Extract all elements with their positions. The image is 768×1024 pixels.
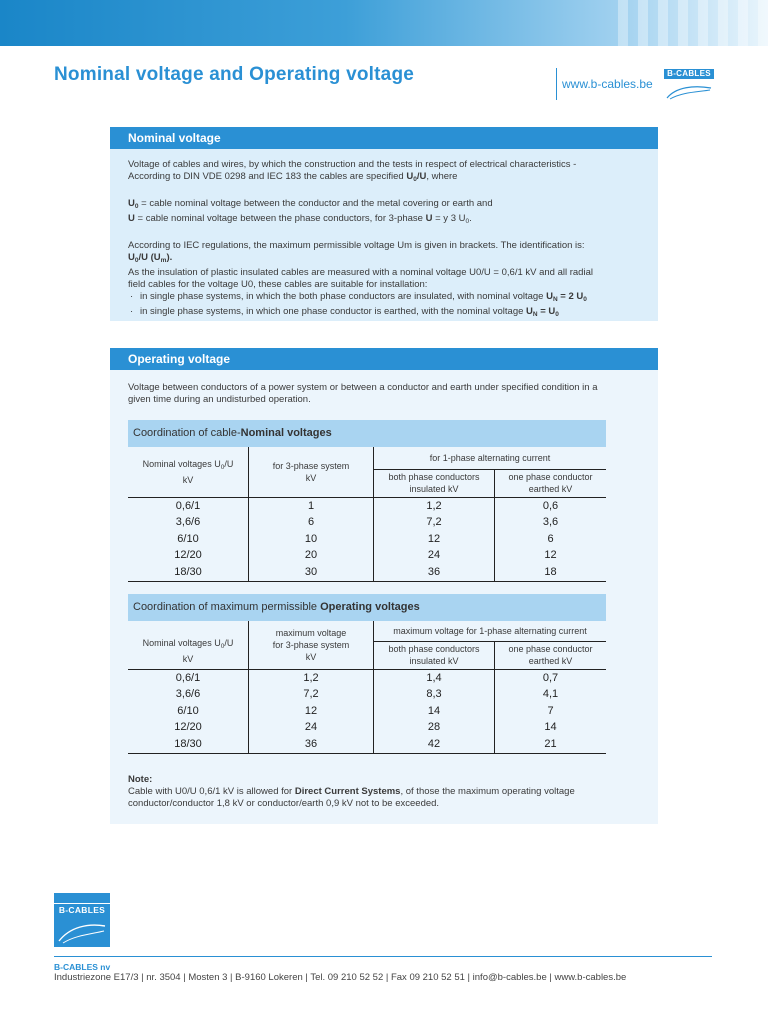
- table-row: [128, 686, 606, 703]
- nominal-intro-line2: [128, 171, 644, 186]
- sym-u: U: [526, 306, 533, 317]
- bullet-eq: = 2 U: [557, 291, 584, 302]
- table-cell: 6/10: [177, 532, 199, 545]
- table-cell: 7,2: [249, 686, 374, 703]
- table2-col4-header: [495, 641, 607, 669]
- table-row: [128, 736, 606, 754]
- operating-intro-line2: given time during an undisturbed operation.: [128, 394, 311, 405]
- header-unit: kV: [182, 654, 194, 665]
- note-bold-text: Direct Current Systems: [294, 786, 401, 797]
- table-cell: 6: [495, 531, 607, 548]
- nominal-voltage-heading: Nominal voltage: [110, 127, 658, 149]
- table1-body: [128, 497, 606, 582]
- table2-title: [128, 594, 606, 621]
- table1-col2-header: [249, 447, 374, 497]
- table-row: [128, 531, 606, 548]
- sub-n: N: [532, 311, 538, 318]
- banner-fade: [608, 0, 768, 46]
- sub-0: 0: [220, 463, 225, 471]
- table-cell: 0,6: [495, 497, 607, 514]
- table-cell: 7,2: [374, 514, 495, 531]
- sym-u: U: [425, 213, 433, 224]
- table1-col4-header: [495, 469, 607, 497]
- header-unit: kV: [182, 474, 194, 485]
- iec-identification: [128, 252, 644, 267]
- table-cell: 3,6/6: [175, 516, 201, 528]
- sub-0: 0: [134, 203, 139, 210]
- table-cell: 3,6: [495, 514, 607, 531]
- table-cell: 30: [249, 564, 374, 582]
- sym-slash-u: /U: [416, 171, 427, 182]
- table2-col1-header: [128, 621, 249, 669]
- table-cell: 3,6/6: [175, 688, 201, 700]
- list-item: [128, 291, 644, 306]
- table1-group-header: for 1-phase alternating current: [374, 447, 607, 469]
- table2-col3-header: [374, 641, 495, 669]
- sub-n: N: [552, 296, 558, 303]
- note-label: [128, 774, 644, 786]
- header-text: /U: [224, 458, 234, 469]
- header-website-link[interactable]: www.b-cables.be: [562, 77, 653, 91]
- spacer: [128, 228, 644, 240]
- table1-title-plain: Coordination of cable-: [133, 427, 241, 439]
- definition-u: [128, 213, 644, 228]
- sub-0: 0: [555, 311, 559, 318]
- operating-voltages-table: [128, 621, 606, 754]
- nominal-intro-line1: Voltage of cables and wires, by which the construction and the tests in respect of electrical characteristics -: [128, 159, 577, 170]
- table-cell: 12: [374, 531, 495, 548]
- nominal-intro-end: , where: [426, 171, 458, 182]
- bullet-text: in single phase systems, in which one phase conductor is earthed, with the nominal voltage: [140, 306, 527, 317]
- footer-divider: [54, 956, 712, 957]
- list-item: [128, 306, 644, 321]
- table-cell: 12/20: [174, 721, 202, 733]
- table-cell: 24: [374, 547, 495, 564]
- header-text: Nominal voltages U: [142, 638, 221, 649]
- sym-u: U: [406, 171, 414, 182]
- header-logo: [664, 69, 714, 101]
- table-cell: 8,3: [374, 686, 495, 703]
- table-cell: 20: [249, 547, 374, 564]
- note-label-text: Note:: [128, 774, 153, 785]
- table1-title: [128, 420, 606, 447]
- page-title: Nominal voltage and Operating voltage: [54, 64, 415, 85]
- header-text: one phase conductor: [508, 472, 593, 482]
- bullet-text: in single phase systems, in which the both phase conductors are insulated, with nominal voltage: [140, 291, 547, 302]
- table-cell: 7: [495, 703, 607, 720]
- table-row: [128, 564, 606, 582]
- footer-logo-text: B-CABLES: [54, 905, 110, 915]
- footer-company: B-CABLES nv: [54, 962, 111, 972]
- table2-col2-header: [249, 621, 374, 669]
- table-cell: 36: [249, 736, 374, 754]
- definition-u0-text: = cable nominal voltage between the conductor and the metal covering or earth and: [138, 198, 493, 209]
- bullet-eq: = U: [537, 306, 556, 317]
- nominal-voltage-panel: [110, 127, 658, 321]
- nominal-voltages-table: [128, 447, 606, 582]
- header-text: insulated kV: [409, 484, 459, 494]
- table-row: [128, 703, 606, 720]
- footer-address: Industriezone E17/3 | nr. 3504 | Mosten 3 | B-9160 Lokeren | Tel. 09 210 52 52 | Fax 09 210 52 51 | info@b-cables.be | www.b-cables.be: [54, 972, 627, 983]
- table1-col1-header: [128, 447, 249, 497]
- sym-u: U: [128, 213, 135, 224]
- header-text: earthed kV: [528, 484, 573, 494]
- note-text: , of those the maximum operating voltage: [400, 786, 575, 797]
- note-text: Cable with U0/U 0,6/1 kV is allowed for: [128, 786, 295, 797]
- table-cell: 1,2: [374, 497, 495, 514]
- plastic-line2: field cables for the voltage U0, these cables are suitable for installation:: [128, 279, 428, 290]
- sub-0: 0: [413, 176, 417, 183]
- sub-0: 0: [583, 296, 587, 303]
- header-logo-text: B-CABLES: [664, 69, 714, 79]
- nominal-intro-text: According to DIN VDE 0298 and IEC 183 the cables are specified: [128, 171, 407, 182]
- table1-title-bold: Nominal voltages: [240, 427, 332, 439]
- header-text: earthed kV: [528, 656, 573, 666]
- table-cell: 21: [495, 736, 607, 754]
- table2-group-header: maximum voltage for 1-phase alternating current: [374, 621, 607, 641]
- header-divider: [556, 68, 557, 100]
- sub-0: 0: [465, 218, 470, 225]
- header-text: Nominal voltages U: [142, 458, 221, 469]
- operating-intro: [110, 370, 658, 406]
- table-cell: 28: [374, 719, 495, 736]
- period: .: [469, 213, 472, 224]
- header-text: insulated kV: [409, 656, 459, 666]
- table-row: [128, 669, 606, 686]
- installation-list: [128, 291, 644, 321]
- table-cell: 14: [495, 719, 607, 736]
- header-text: for 3-phase system: [272, 639, 350, 650]
- table-cell: 10: [249, 531, 374, 548]
- table-cell: 1,2: [249, 669, 374, 686]
- sub-m: m: [160, 257, 167, 264]
- sym-u: U: [128, 198, 135, 209]
- sym-u: U: [128, 252, 135, 263]
- sub-0: 0: [220, 643, 225, 651]
- header-unit: kV: [305, 472, 317, 483]
- table-cell: 18: [495, 564, 607, 582]
- operating-voltage-panel: [110, 348, 658, 824]
- table-cell: 14: [374, 703, 495, 720]
- table-cell: 6: [249, 514, 374, 531]
- table1-col3-header: [374, 469, 495, 497]
- note-block: [110, 754, 658, 810]
- note-line1: [128, 786, 644, 798]
- table-row: [128, 514, 606, 531]
- table2-title-plain: Coordination of maximum permissible: [133, 601, 321, 613]
- table-cell: 12: [249, 703, 374, 720]
- header-text: one phase conductor: [508, 644, 593, 654]
- sym-end: ).: [166, 252, 173, 263]
- table-cell: 1,4: [374, 669, 495, 686]
- header-text: both phase conductors: [388, 472, 480, 482]
- sym-u: U: [546, 291, 553, 302]
- header-text: for 3-phase system: [272, 460, 350, 471]
- table-cell: 36: [374, 564, 495, 582]
- operating-intro-line1: Voltage between conductors of a power system or between a conductor and earth under specified condition in a: [128, 382, 598, 393]
- header-text: maximum voltage: [275, 627, 347, 638]
- operating-voltage-heading: Operating voltage: [110, 348, 658, 370]
- table-row: [128, 719, 606, 736]
- definition-u-text: = cable nominal voltage between the phase conductors, for 3-phase: [134, 213, 426, 224]
- sub-0: 0: [134, 257, 139, 264]
- sym-mid: /U (U: [138, 252, 161, 263]
- table-cell: 0,7: [495, 669, 607, 686]
- table-cell: 0,6/1: [175, 499, 201, 512]
- table-cell: 12: [495, 547, 607, 564]
- table-row: [128, 547, 606, 564]
- table-cell: 12/20: [174, 549, 202, 561]
- table-cell: 42: [374, 736, 495, 754]
- logo-swoosh-icon: [54, 893, 110, 947]
- table-cell: 24: [249, 719, 374, 736]
- nominal-voltage-body: [110, 149, 658, 321]
- top-banner: [0, 0, 768, 46]
- definition-u0: [128, 198, 644, 213]
- table-cell: 4,1: [495, 686, 607, 703]
- table-cell: 18/30: [128, 564, 249, 582]
- footer-logo: [54, 893, 110, 947]
- spacer: [128, 186, 644, 198]
- table-row: [128, 497, 606, 514]
- table-cell: 0,6/1: [175, 671, 201, 684]
- iec-line: According to IEC regulations, the maximum permissible voltage Um is given in brackets. The identification is:: [128, 240, 585, 251]
- header-text: both phase conductors: [388, 644, 480, 654]
- note-line2: conductor/conductor 1,8 kV or conductor/earth 0,9 kV not to be exceeded.: [128, 798, 440, 809]
- table-cell: 6/10: [177, 704, 199, 717]
- logo-swoosh-icon: [664, 79, 714, 101]
- header-text: /U: [224, 638, 234, 649]
- definition-u-eq: = y 3 U: [432, 213, 466, 224]
- table2-title-bold: Operating voltages: [320, 601, 420, 613]
- table2-body: [128, 669, 606, 754]
- plastic-line1: As the insulation of plastic insulated cables are measured with a nominal voltage U0/U = 0,6/1 kV and all radial: [128, 267, 593, 278]
- table-cell: 1: [249, 497, 374, 514]
- header-unit: kV: [305, 651, 317, 662]
- table-cell: 18/30: [128, 736, 249, 754]
